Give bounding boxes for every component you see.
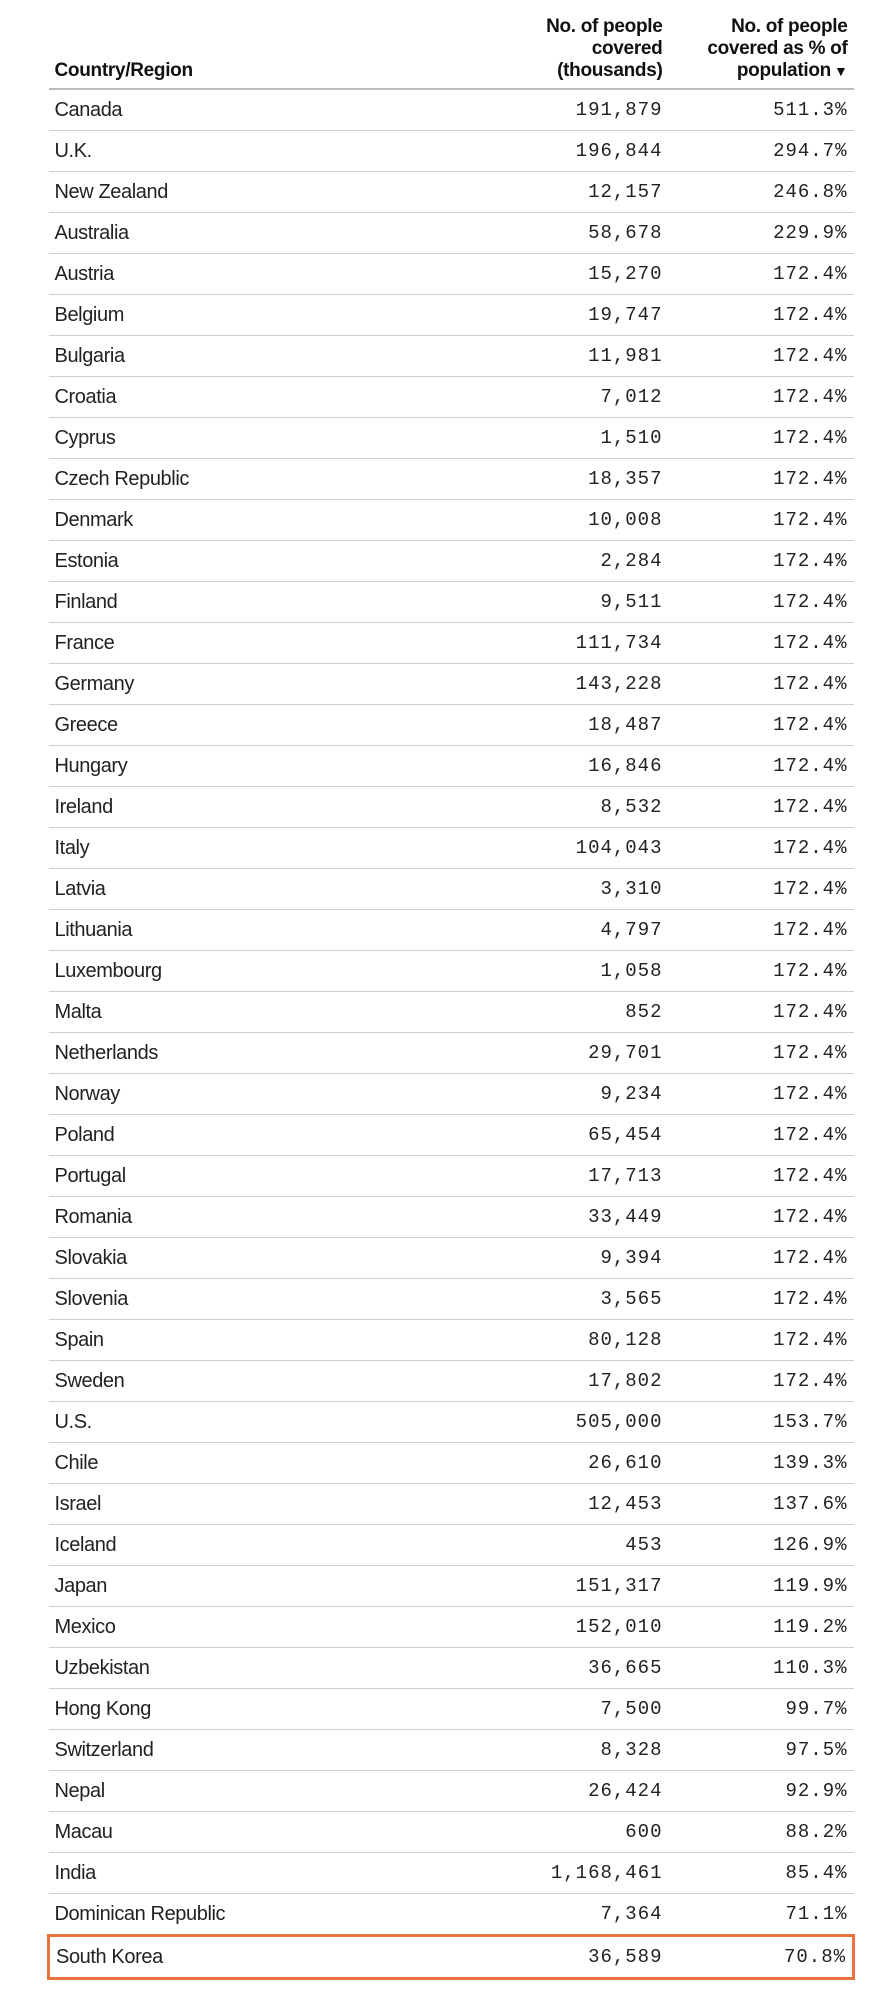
table-row	[49, 910, 854, 951]
people-covered-cell: 9,394	[469, 1238, 669, 1279]
table-row	[49, 1443, 854, 1484]
people-covered-cell: 10,008	[469, 500, 669, 541]
people-covered-cell: 65,454	[469, 1115, 669, 1156]
people-covered-cell: 196,844	[469, 131, 669, 172]
people-covered-cell: 12,157	[469, 172, 669, 213]
country-cell: Lithuania	[49, 910, 469, 951]
people-covered-cell: 7,364	[469, 1894, 669, 1936]
people-covered-cell: 1,510	[469, 418, 669, 459]
people-covered-cell: 3,565	[469, 1279, 669, 1320]
table-row	[49, 992, 854, 1033]
table-header	[49, 12, 854, 89]
table-row	[49, 1730, 854, 1771]
people-covered-cell: 80,128	[469, 1320, 669, 1361]
people-covered-cell: 4,797	[469, 910, 669, 951]
percent-population-cell: 71.1%	[669, 1894, 854, 1936]
percent-header-line1: No. of people	[731, 16, 848, 37]
people-header-line1: No. of people	[546, 16, 663, 37]
people-covered-cell: 152,010	[469, 1607, 669, 1648]
header-row	[49, 12, 854, 89]
percent-population-cell: 172.4%	[669, 1074, 854, 1115]
table-row	[49, 1402, 854, 1443]
table-row	[49, 705, 854, 746]
people-covered-cell: 7,500	[469, 1689, 669, 1730]
people-covered-cell: 600	[469, 1812, 669, 1853]
country-cell: U.S.	[49, 1402, 469, 1443]
table-row	[49, 1361, 854, 1402]
table-row	[49, 1197, 854, 1238]
percent-population-cell: 126.9%	[669, 1525, 854, 1566]
people-header-line3: (thousands)	[557, 60, 663, 81]
people-covered-cell: 15,270	[469, 254, 669, 295]
people-covered-cell: 111,734	[469, 623, 669, 664]
percent-population-cell: 294.7%	[669, 131, 854, 172]
country-cell: Canada	[49, 89, 469, 131]
table-row	[49, 623, 854, 664]
table-row	[49, 746, 854, 787]
country-cell: Sweden	[49, 1361, 469, 1402]
country-cell: Luxembourg	[49, 951, 469, 992]
country-cell: U.K.	[49, 131, 469, 172]
percent-population-cell: 172.4%	[669, 1115, 854, 1156]
table-row	[49, 89, 854, 131]
table-row	[49, 1238, 854, 1279]
people-covered-cell: 12,453	[469, 1484, 669, 1525]
country-cell: Malta	[49, 992, 469, 1033]
table-row	[49, 1566, 854, 1607]
people-covered-cell: 8,532	[469, 787, 669, 828]
percent-population-cell: 172.4%	[669, 336, 854, 377]
percent-population-cell: 172.4%	[669, 1033, 854, 1074]
country-cell: Hungary	[49, 746, 469, 787]
country-cell: Austria	[49, 254, 469, 295]
percent-population-cell: 85.4%	[669, 1853, 854, 1894]
people-covered-cell: 29,701	[469, 1033, 669, 1074]
country-cell: South Korea	[49, 1936, 469, 1979]
people-covered-cell: 1,168,461	[469, 1853, 669, 1894]
table-body	[49, 89, 854, 1979]
people-covered-cell: 36,589	[469, 1936, 669, 1979]
country-cell: Switzerland	[49, 1730, 469, 1771]
people-covered-cell: 7,012	[469, 377, 669, 418]
country-cell: Portugal	[49, 1156, 469, 1197]
percent-population-cell: 172.4%	[669, 910, 854, 951]
table-row	[49, 582, 854, 623]
country-cell: New Zealand	[49, 172, 469, 213]
table-row	[49, 254, 854, 295]
people-covered-cell: 17,802	[469, 1361, 669, 1402]
people-covered-cell: 505,000	[469, 1402, 669, 1443]
table-row	[49, 131, 854, 172]
percent-population-cell: 172.4%	[669, 500, 854, 541]
percent-population-cell: 172.4%	[669, 787, 854, 828]
percent-population-cell: 172.4%	[669, 1156, 854, 1197]
table-row	[49, 1279, 854, 1320]
percent-population-cell: 172.4%	[669, 582, 854, 623]
country-cell: Cyprus	[49, 418, 469, 459]
country-cell: Australia	[49, 213, 469, 254]
table-row	[49, 664, 854, 705]
country-cell: Uzbekistan	[49, 1648, 469, 1689]
percent-population-cell: 246.8%	[669, 172, 854, 213]
people-covered-cell: 104,043	[469, 828, 669, 869]
people-covered-column-header[interactable]	[469, 12, 669, 89]
percent-population-cell: 99.7%	[669, 1689, 854, 1730]
people-covered-cell: 33,449	[469, 1197, 669, 1238]
percent-population-cell: 172.4%	[669, 1238, 854, 1279]
percent-population-cell: 139.3%	[669, 1443, 854, 1484]
percent-population-cell: 172.4%	[669, 746, 854, 787]
percent-population-cell: 172.4%	[669, 459, 854, 500]
country-cell: Greece	[49, 705, 469, 746]
percent-population-cell: 172.4%	[669, 1279, 854, 1320]
people-covered-cell: 852	[469, 992, 669, 1033]
country-cell: Netherlands	[49, 1033, 469, 1074]
percent-population-cell: 172.4%	[669, 828, 854, 869]
country-cell: Norway	[49, 1074, 469, 1115]
percent-population-cell: 172.4%	[669, 377, 854, 418]
people-covered-cell: 16,846	[469, 746, 669, 787]
country-column-header[interactable]	[49, 12, 469, 89]
people-covered-cell: 17,713	[469, 1156, 669, 1197]
table-row	[49, 1074, 854, 1115]
table-row	[49, 336, 854, 377]
percent-header-line2: covered as % of	[707, 38, 848, 59]
table-row	[49, 213, 854, 254]
country-cell: Israel	[49, 1484, 469, 1525]
percent-population-cell: 92.9%	[669, 1771, 854, 1812]
people-covered-cell: 26,424	[469, 1771, 669, 1812]
table-row	[49, 1853, 854, 1894]
country-cell: Denmark	[49, 500, 469, 541]
country-cell: Bulgaria	[49, 336, 469, 377]
table-row	[49, 295, 854, 336]
country-cell: Czech Republic	[49, 459, 469, 500]
percent-population-cell: 110.3%	[669, 1648, 854, 1689]
table-row	[49, 377, 854, 418]
percent-population-cell: 229.9%	[669, 213, 854, 254]
table-row	[49, 1525, 854, 1566]
percent-population-cell: 88.2%	[669, 1812, 854, 1853]
table-row	[49, 1320, 854, 1361]
people-covered-cell: 11,981	[469, 336, 669, 377]
country-cell: Dominican Republic	[49, 1894, 469, 1936]
percent-population-cell: 97.5%	[669, 1730, 854, 1771]
percent-population-cell: 172.4%	[669, 705, 854, 746]
table-row	[49, 1648, 854, 1689]
percent-population-cell: 137.6%	[669, 1484, 854, 1525]
country-cell: Japan	[49, 1566, 469, 1607]
percent-population-cell: 172.4%	[669, 1197, 854, 1238]
percent-population-cell: 70.8%	[669, 1936, 854, 1979]
people-covered-cell: 143,228	[469, 664, 669, 705]
percent-population-cell: 511.3%	[669, 89, 854, 131]
table-row	[49, 1115, 854, 1156]
people-covered-cell: 36,665	[469, 1648, 669, 1689]
country-cell: Hong Kong	[49, 1689, 469, 1730]
percent-population-cell: 172.4%	[669, 869, 854, 910]
country-cell: Croatia	[49, 377, 469, 418]
table-row	[49, 828, 854, 869]
people-covered-cell: 1,058	[469, 951, 669, 992]
people-covered-cell: 2,284	[469, 541, 669, 582]
percent-population-cell: 172.4%	[669, 1361, 854, 1402]
table-row	[49, 541, 854, 582]
people-covered-cell: 26,610	[469, 1443, 669, 1484]
table-row	[49, 1033, 854, 1074]
percent-population-cell: 172.4%	[669, 664, 854, 705]
country-cell: Macau	[49, 1812, 469, 1853]
people-covered-cell: 8,328	[469, 1730, 669, 1771]
table-row	[49, 1771, 854, 1812]
country-cell: Poland	[49, 1115, 469, 1156]
percent-header-line3: population	[736, 60, 831, 81]
table-row	[49, 172, 854, 213]
table-row	[49, 459, 854, 500]
percent-population-cell: 172.4%	[669, 951, 854, 992]
percent-population-cell: 172.4%	[669, 254, 854, 295]
country-cell: Slovakia	[49, 1238, 469, 1279]
people-covered-cell: 18,357	[469, 459, 669, 500]
country-cell: Finland	[49, 582, 469, 623]
country-cell: Romania	[49, 1197, 469, 1238]
people-covered-cell: 453	[469, 1525, 669, 1566]
country-cell: Belgium	[49, 295, 469, 336]
country-cell: India	[49, 1853, 469, 1894]
country-cell: Italy	[49, 828, 469, 869]
table-row	[49, 1607, 854, 1648]
country-cell: Nepal	[49, 1771, 469, 1812]
table-row	[49, 787, 854, 828]
people-covered-cell: 3,310	[469, 869, 669, 910]
people-covered-cell: 19,747	[469, 295, 669, 336]
percent-population-cell: 172.4%	[669, 623, 854, 664]
people-covered-cell: 151,317	[469, 1566, 669, 1607]
table-row	[49, 951, 854, 992]
table-row	[49, 1812, 854, 1853]
people-header-line2: covered	[591, 38, 663, 59]
country-cell: France	[49, 623, 469, 664]
people-covered-cell: 9,234	[469, 1074, 669, 1115]
table-row	[49, 1156, 854, 1197]
country-cell: Mexico	[49, 1607, 469, 1648]
country-cell: Latvia	[49, 869, 469, 910]
coverage-table	[47, 12, 855, 1980]
sort-descending-icon[interactable]: ▼	[833, 63, 848, 79]
table-row	[49, 1689, 854, 1730]
country-cell: Ireland	[49, 787, 469, 828]
table-row-highlighted	[49, 1936, 854, 1979]
percent-population-cell: 119.9%	[669, 1566, 854, 1607]
percent-population-cell: 172.4%	[669, 418, 854, 459]
percent-population-cell: 172.4%	[669, 295, 854, 336]
country-cell: Germany	[49, 664, 469, 705]
country-cell: Slovenia	[49, 1279, 469, 1320]
country-header-label: Country/Region	[54, 60, 193, 81]
percent-population-cell: 172.4%	[669, 992, 854, 1033]
coverage-table-container	[47, 12, 852, 1980]
country-cell: Spain	[49, 1320, 469, 1361]
country-cell: Chile	[49, 1443, 469, 1484]
people-covered-cell: 9,511	[469, 582, 669, 623]
people-covered-cell: 191,879	[469, 89, 669, 131]
percent-population-cell: 153.7%	[669, 1402, 854, 1443]
country-cell: Iceland	[49, 1525, 469, 1566]
percent-population-column-header[interactable]	[669, 12, 854, 89]
percent-population-cell: 172.4%	[669, 541, 854, 582]
people-covered-cell: 58,678	[469, 213, 669, 254]
table-row	[49, 1484, 854, 1525]
table-row	[49, 500, 854, 541]
table-row	[49, 418, 854, 459]
percent-population-cell: 119.2%	[669, 1607, 854, 1648]
people-covered-cell: 18,487	[469, 705, 669, 746]
table-row	[49, 1894, 854, 1936]
table-row	[49, 869, 854, 910]
country-cell: Estonia	[49, 541, 469, 582]
percent-population-cell: 172.4%	[669, 1320, 854, 1361]
